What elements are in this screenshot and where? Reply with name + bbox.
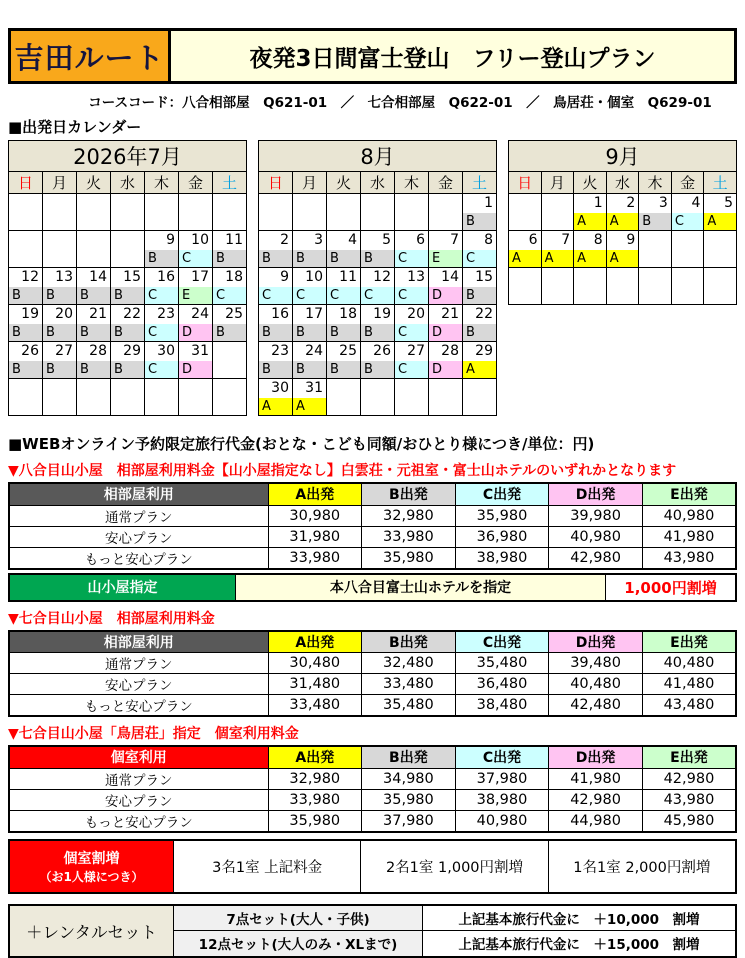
calendar-empty-cell: [9, 194, 43, 231]
calendar-day-cell: 23 B: [259, 342, 293, 379]
calendar-empty-cell: [77, 194, 111, 231]
price-value-cell: 41,480: [642, 674, 736, 695]
calendar-empty-cell: [509, 268, 542, 305]
calendar-empty-cell: [639, 231, 672, 268]
price-value-cell: 40,980: [642, 505, 736, 526]
calendar-day-cell: 24 B: [293, 342, 327, 379]
price-value-cell: 41,980: [549, 768, 643, 789]
departure-type-header: A出発: [268, 483, 362, 505]
price-value-cell: 33,980: [268, 547, 362, 569]
calendar-empty-cell: [77, 231, 111, 268]
calendar-day-cell: 30 A: [259, 379, 293, 416]
price-table-hachigo-aibeya: [8, 482, 737, 570]
calendar-empty-cell: [77, 379, 111, 416]
calendar-empty-cell: [395, 379, 429, 416]
calendar-empty-cell: [43, 194, 77, 231]
calendar-day-cell: 14 D: [429, 268, 463, 305]
calendar-day-cell: 14 B: [77, 268, 111, 305]
calendar-weekday-header: 土: [704, 172, 737, 194]
calendar-empty-cell: [704, 231, 737, 268]
price-value-cell: 37,980: [455, 768, 549, 789]
price-value-cell: 35,980: [268, 810, 362, 832]
rental-12set-price: 上記基本旅行代金に ＋15,000 割増: [423, 931, 735, 956]
price-value-cell: 40,480: [549, 674, 643, 695]
price-value-cell: 31,480: [268, 674, 362, 695]
departure-type-header: B出発: [362, 746, 456, 768]
calendar-empty-cell: [361, 379, 395, 416]
price-value-cell: 38,980: [455, 547, 549, 569]
calendar-day-cell: 15 B: [463, 268, 497, 305]
header-banner: [8, 28, 737, 84]
price-table: [8, 482, 737, 570]
rental-7set-price: 上記基本旅行代金に ＋10,000 割増: [423, 906, 735, 931]
calendar-day-cell: 18 C: [213, 268, 247, 305]
calendar-section-heading: ■出発日カレンダー: [8, 118, 142, 136]
price-value-cell: 45,980: [642, 810, 736, 832]
calendar-empty-cell: [541, 194, 574, 231]
course-code-line: コースコード：八合相部屋 Q621-01 ／ 七合相部屋 Q622-01 ／ 鳥居荘・個室 Q629-01: [88, 95, 712, 111]
price-value-cell: 33,980: [268, 789, 362, 810]
price-value-cell: 35,980: [362, 789, 456, 810]
calendar-empty-cell: [671, 268, 704, 305]
calendar-empty-cell: [213, 194, 247, 231]
calendar-day-cell: 6 C: [395, 231, 429, 268]
rental-7set-name: 7点セット(大人・子供): [174, 906, 423, 931]
calendar-month-3: [508, 140, 737, 305]
calendar-empty-cell: [111, 379, 145, 416]
departure-type-header: B出発: [362, 631, 456, 653]
price-table-toriiso-private: [8, 745, 737, 833]
calendar-day-cell: 22 B: [111, 305, 145, 342]
calendar-day-cell: 18 B: [327, 305, 361, 342]
surcharge-label-line1: 個室割増: [63, 850, 120, 867]
calendar-empty-cell: [179, 379, 213, 416]
price-table-nanago-aibeya: [8, 630, 737, 718]
surcharge-cell-3pax: 3名1室 上記料金: [174, 841, 361, 892]
plan-name-cell: もっと安心プラン: [9, 695, 268, 717]
calendar-day-cell: 4 B: [327, 231, 361, 268]
price-value-cell: 35,980: [455, 505, 549, 526]
price-value-cell: 33,980: [362, 526, 456, 547]
calendar-day-cell: 20 C: [395, 305, 429, 342]
calendar-day-cell: 13 C: [395, 268, 429, 305]
departure-type-header: E出発: [642, 483, 736, 505]
calendar-weekday-header: 金: [671, 172, 704, 194]
surcharge-cell-2pax: 2名1室 1,000円割増: [361, 841, 548, 892]
price-value-cell: 32,480: [362, 653, 456, 674]
price-value-cell: 35,480: [362, 695, 456, 717]
calendar-day-cell: 2 A: [606, 194, 639, 231]
calendar-day-cell: 30 C: [145, 342, 179, 379]
price-table: [8, 745, 737, 833]
departure-type-header: D出発: [549, 483, 643, 505]
calendar-day-cell: 27 B: [43, 342, 77, 379]
rental-row-12set: [174, 931, 735, 956]
price-value-cell: 40,980: [455, 810, 549, 832]
calendar-day-cell: 1 B: [463, 194, 497, 231]
plan-name-cell: 安心プラン: [9, 789, 268, 810]
calendar-day-cell: 1 A: [574, 194, 607, 231]
calendar-day-cell: 3 B: [293, 231, 327, 268]
price-value-cell: 42,480: [549, 695, 643, 717]
departure-type-header: A出発: [268, 746, 362, 768]
calendar-day-cell: 19 B: [361, 305, 395, 342]
calendar-weekday-header: 火: [574, 172, 607, 194]
departure-type-header: C出発: [455, 746, 549, 768]
price-value-cell: 40,480: [642, 653, 736, 674]
surcharge-label-line2: （お1人様につき）: [39, 869, 144, 884]
plan-name-cell: もっと安心プラン: [9, 810, 268, 832]
plan-name-cell: 通常プラン: [9, 768, 268, 789]
calendar-day-cell: 11 B: [213, 231, 247, 268]
calendar-empty-cell: [9, 379, 43, 416]
calendar-day-cell: 5 A: [704, 194, 737, 231]
calendar-weekday-header: 金: [429, 172, 463, 194]
table-note-toriiso: ▼七合目山小屋「鳥居荘」指定 個室利用料金: [8, 726, 299, 742]
calendar-day-cell: 15 B: [111, 268, 145, 305]
surcharge-cell-1pax: 1名1室 2,000円割増: [573, 859, 711, 876]
price-value-cell: 32,980: [268, 768, 362, 789]
calendar-day-cell: 24 D: [179, 305, 213, 342]
calendar-day-cell: 5 B: [361, 231, 395, 268]
price-value-cell: 44,980: [549, 810, 643, 832]
calendar-empty-cell: [43, 231, 77, 268]
calendar-day-cell: 3 B: [639, 194, 672, 231]
calendar-empty-cell: [574, 268, 607, 305]
table-note-hachigo: ▼八合目山小屋 相部屋利用料金【山小屋指定なし】白雲荘・元祖室・富士山ホテルのいずれかとなります: [8, 463, 677, 479]
plan-name-cell: 通常プラン: [9, 505, 268, 526]
rental-12set-name: 12点セット(大人のみ・XLまで): [174, 931, 423, 956]
calendar-empty-cell: [213, 342, 247, 379]
table-note-nanago: ▼七合目山小屋 相部屋利用料金: [8, 610, 215, 627]
calendar-day-cell: 8 C: [463, 231, 497, 268]
calendar-weekday-header: 日: [259, 172, 293, 194]
calendar-day-cell: 11 C: [327, 268, 361, 305]
calendar-day-cell: 12 C: [361, 268, 395, 305]
calendar-weekday-header: 火: [327, 172, 361, 194]
calendar-day-cell: 26 B: [9, 342, 43, 379]
calendar-day-cell: 28 D: [429, 342, 463, 379]
price-value-cell: 35,980: [362, 547, 456, 569]
price-value-cell: 37,980: [362, 810, 456, 832]
calendar-weekday-header: 水: [361, 172, 395, 194]
price-value-cell: 42,980: [549, 547, 643, 569]
calendar-weekday-header: 木: [639, 172, 672, 194]
calendar-day-cell: 29 A: [463, 342, 497, 379]
calendar-empty-cell: [111, 231, 145, 268]
rental-set-label: ＋レンタルセット: [10, 906, 174, 956]
hut-spec-row: [8, 573, 737, 602]
calendar-weekday-header: 金: [179, 172, 213, 194]
departure-type-header: C出発: [455, 631, 549, 653]
departure-type-header: E出発: [642, 746, 736, 768]
price-value-cell: 38,480: [455, 695, 549, 717]
calendar-empty-cell: [145, 379, 179, 416]
rental-set-table: [8, 904, 737, 958]
price-value-cell: 43,980: [642, 547, 736, 569]
price-value-cell: 43,980: [642, 789, 736, 810]
price-value-cell: 30,980: [268, 505, 362, 526]
calendar-empty-cell: [429, 379, 463, 416]
price-value-cell: 36,980: [455, 526, 549, 547]
departure-type-header: D出発: [549, 746, 643, 768]
calendar-day-cell: 21 D: [429, 305, 463, 342]
calendar-weekday-header: 木: [395, 172, 429, 194]
calendar-weekday-header: 月: [43, 172, 77, 194]
price-value-cell: 36,480: [455, 674, 549, 695]
departure-type-header: A出発: [268, 631, 362, 653]
calendar-weekday-header: 土: [213, 172, 247, 194]
calendar-empty-cell: [259, 194, 293, 231]
calendar-month-1: [8, 140, 247, 416]
calendar-day-cell: 25 B: [213, 305, 247, 342]
calendar-empty-cell: [213, 379, 247, 416]
calendar-weekday-header: 月: [541, 172, 574, 194]
route-name: 吉田ルート: [14, 40, 165, 75]
calendar-empty-cell: [145, 194, 179, 231]
calendar-day-cell: 29 B: [111, 342, 145, 379]
calendar-day-cell: 10 C: [179, 231, 213, 268]
calendar-empty-cell: [327, 379, 361, 416]
calendar-empty-cell: [541, 268, 574, 305]
calendar-empty-cell: [9, 231, 43, 268]
calendar-day-cell: 2 B: [259, 231, 293, 268]
price-value-cell: 42,980: [549, 789, 643, 810]
calendar-weekday-header: 日: [509, 172, 542, 194]
departure-calendars: [8, 140, 737, 416]
price-table: [8, 630, 737, 718]
price-value-cell: 30,480: [268, 653, 362, 674]
calendar-month-2: [258, 140, 497, 416]
calendar-day-cell: 26 B: [361, 342, 395, 379]
plan-name-cell: 通常プラン: [9, 653, 268, 674]
price-value-cell: 34,980: [362, 768, 456, 789]
calendar-empty-cell: [671, 231, 704, 268]
calendar-empty-cell: [463, 379, 497, 416]
calendar-month-title: 2026年7月: [9, 141, 247, 172]
calendar-day-cell: 28 B: [77, 342, 111, 379]
calendar-day-cell: 22 B: [463, 305, 497, 342]
calendar-day-cell: 21 B: [77, 305, 111, 342]
calendar-day-cell: 23 C: [145, 305, 179, 342]
calendar-day-cell: 20 B: [43, 305, 77, 342]
calendar-empty-cell: [606, 268, 639, 305]
hut-spec-surcharge: 1,000円割増: [606, 575, 735, 600]
calendar-empty-cell: [361, 194, 395, 231]
hut-spec-label: 山小屋指定: [10, 575, 236, 600]
departure-type-header: D出発: [549, 631, 643, 653]
calendar-day-cell: 7 A: [541, 231, 574, 268]
plan-title: 夜発3日間富士登山 フリー登山プラン: [249, 45, 656, 72]
calendar-day-cell: 9 A: [606, 231, 639, 268]
departure-type-header: B出発: [362, 483, 456, 505]
calendar-day-cell: 17 B: [293, 305, 327, 342]
calendar-day-cell: 13 B: [43, 268, 77, 305]
calendar-empty-cell: [293, 194, 327, 231]
price-value-cell: 39,480: [549, 653, 643, 674]
calendar-weekday-header: 土: [463, 172, 497, 194]
price-value-cell: 35,480: [455, 653, 549, 674]
departure-type-header: E出発: [642, 631, 736, 653]
route-name-box: [11, 31, 171, 81]
calendar-day-cell: 6 A: [509, 231, 542, 268]
fuji-climbing-plan-sheet: [0, 28, 745, 958]
price-value-cell: 38,980: [455, 789, 549, 810]
calendar-day-cell: 31 D: [179, 342, 213, 379]
plan-name-cell: もっと安心プラン: [9, 547, 268, 569]
calendar-day-cell: 9 C: [259, 268, 293, 305]
departure-type-header: C出発: [455, 483, 549, 505]
rental-set-rows: [174, 906, 735, 956]
calendar-empty-cell: [639, 268, 672, 305]
calendar-weekday-header: 水: [606, 172, 639, 194]
calendar-empty-cell: [395, 194, 429, 231]
price-table-corner-header: 個室利用: [9, 746, 268, 768]
price-value-cell: 42,980: [642, 768, 736, 789]
plan-name-cell: 安心プラン: [9, 526, 268, 547]
price-value-cell: 33,480: [268, 695, 362, 717]
calendar-month-title: 8月: [259, 141, 497, 172]
calendar-day-cell: 16 C: [145, 268, 179, 305]
calendar-empty-cell: [704, 268, 737, 305]
price-value-cell: 41,980: [642, 526, 736, 547]
calendar-empty-cell: [327, 194, 361, 231]
calendar-day-cell: 19 B: [9, 305, 43, 342]
calendar-empty-cell: [179, 194, 213, 231]
calendar-empty-cell: [509, 194, 542, 231]
private-room-surcharge-row: [8, 839, 737, 894]
calendar-weekday-header: 日: [9, 172, 43, 194]
price-value-cell: 39,980: [549, 505, 643, 526]
calendar-day-cell: 7 E: [429, 231, 463, 268]
calendar-day-cell: 27 C: [395, 342, 429, 379]
calendar-month-title: 9月: [509, 141, 737, 172]
calendar-weekday-header: 月: [293, 172, 327, 194]
calendar-weekday-header: 木: [145, 172, 179, 194]
calendar-empty-cell: [43, 379, 77, 416]
price-value-cell: 31,980: [268, 526, 362, 547]
hut-spec-desc: 本八合目富士山ホテルを指定: [236, 575, 606, 600]
plan-name-cell: 安心プラン: [9, 674, 268, 695]
calendar-day-cell: 17 E: [179, 268, 213, 305]
price-table-corner-header: 相部屋利用: [9, 631, 268, 653]
calendar-day-cell: 16 B: [259, 305, 293, 342]
rental-row-7set: [174, 906, 735, 932]
calendar-day-cell: 8 A: [574, 231, 607, 268]
calendar-day-cell: 9 B: [145, 231, 179, 268]
price-value-cell: 40,980: [549, 526, 643, 547]
calendar-weekday-header: 火: [77, 172, 111, 194]
price-value-cell: 43,480: [642, 695, 736, 717]
calendar-day-cell: 12 B: [9, 268, 43, 305]
calendar-empty-cell: [429, 194, 463, 231]
calendar-day-cell: 31 A: [293, 379, 327, 416]
calendar-empty-cell: [111, 194, 145, 231]
private-room-surcharge-label: [10, 841, 174, 892]
price-value-cell: 33,480: [362, 674, 456, 695]
price-section-heading: ■WEBオンライン予約限定旅行代金(おとな・こども同額/おひとり様につき/単位：円): [8, 435, 595, 453]
price-value-cell: 32,980: [362, 505, 456, 526]
price-table-corner-header: 相部屋利用: [9, 483, 268, 505]
calendar-day-cell: 25 B: [327, 342, 361, 379]
calendar-day-cell: 4 C: [671, 194, 704, 231]
calendar-weekday-header: 水: [111, 172, 145, 194]
calendar-day-cell: 10 C: [293, 268, 327, 305]
